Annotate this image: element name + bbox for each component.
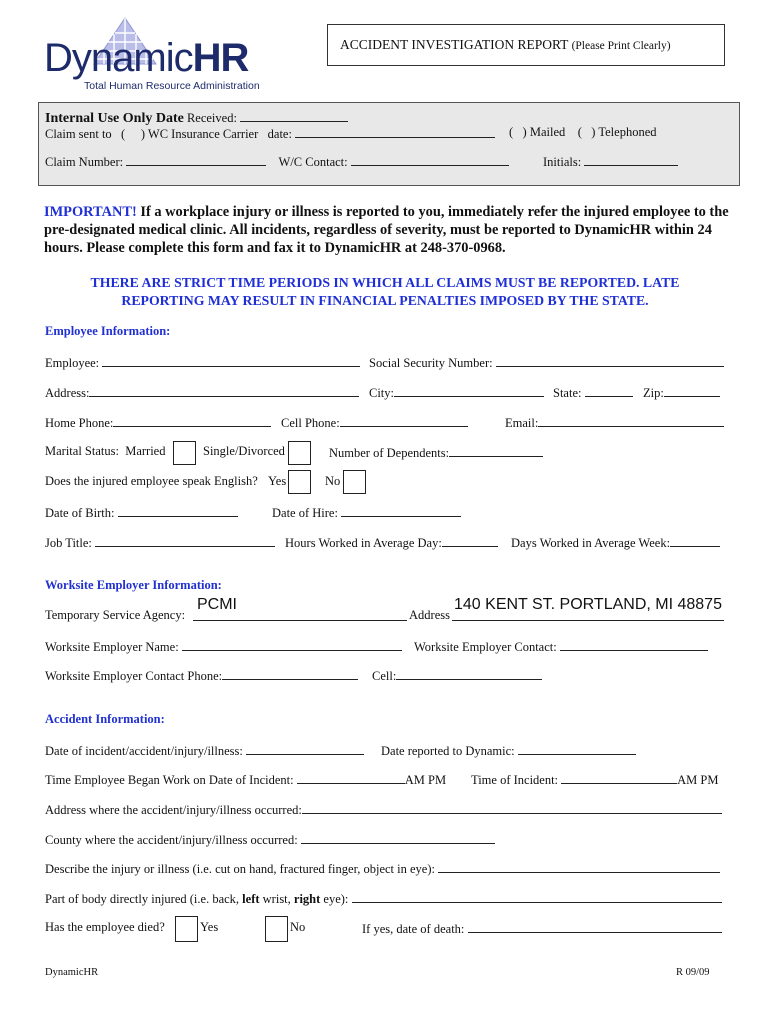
important-lead: IMPORTANT! bbox=[44, 204, 137, 220]
wc-contact-field[interactable] bbox=[351, 153, 509, 166]
initials-label: Initials: bbox=[543, 155, 582, 169]
accident-address-field[interactable] bbox=[302, 801, 722, 814]
describe-label: Describe the injury or illness (i.e. cut on hand, fractured finger, object in eye): bbox=[45, 862, 435, 876]
worksite-section-heading: Worksite Employer Information: bbox=[45, 578, 222, 592]
claim-number-label: Claim Number: bbox=[45, 155, 124, 169]
employer-name-label: Worksite Employer Name: bbox=[45, 640, 179, 654]
report-title: ACCIDENT INVESTIGATION REPORT bbox=[340, 37, 569, 52]
married-label: Married bbox=[125, 444, 166, 458]
email-field[interactable] bbox=[538, 414, 724, 427]
logo-tagline: Total Human Resource Administration bbox=[84, 80, 260, 92]
important-text: If a workplace injury or illness is reported to you, immediately refer the injured employee to the pre-designated medical clinic. All incidents, regardless of severity, must be reported to DynamicHR within 24 hours. Please complete this form and fax it to DynamicHR at 248-370-0968. bbox=[44, 204, 729, 256]
employee-label: Employee: bbox=[45, 356, 100, 370]
address-label: Address: bbox=[45, 386, 90, 400]
claim-date-field[interactable] bbox=[295, 125, 495, 138]
dob-label: Date of Birth: bbox=[45, 506, 115, 520]
body-part-label: Part of body directly injured (i.e. back, left wrist, right eye): bbox=[45, 892, 349, 906]
logo-text-hr: HR bbox=[192, 36, 249, 80]
zip-field[interactable] bbox=[664, 384, 720, 397]
hours-field[interactable] bbox=[442, 534, 498, 547]
state-label: State: bbox=[553, 386, 582, 400]
marital-status-label: Marital Status: bbox=[45, 444, 119, 458]
city-label: City: bbox=[369, 386, 395, 400]
report-title-box bbox=[327, 24, 725, 66]
agency-label: Temporary Service Agency: bbox=[45, 608, 186, 622]
days-label: Days Worked in Average Week: bbox=[511, 536, 671, 550]
died-label: Has the employee died? bbox=[45, 920, 165, 934]
hours-label: Hours Worked in Average Day: bbox=[285, 536, 442, 550]
doh-label: Date of Hire: bbox=[272, 506, 338, 520]
days-field[interactable] bbox=[670, 534, 720, 547]
agency-field[interactable] bbox=[193, 596, 407, 621]
accident-section-heading: Accident Information: bbox=[45, 712, 165, 726]
home-phone-label: Home Phone: bbox=[45, 416, 114, 430]
contact-phone-label: Worksite Employer Contact Phone: bbox=[45, 669, 223, 683]
address-field[interactable] bbox=[89, 384, 359, 397]
cell-phone-label: Cell Phone: bbox=[281, 416, 340, 430]
dob-field[interactable] bbox=[118, 504, 238, 517]
died-yes-label: Yes bbox=[200, 920, 219, 934]
agency-value: PCMI bbox=[197, 596, 237, 613]
state-field[interactable] bbox=[585, 384, 633, 397]
report-subtitle: (Please Print Clearly) bbox=[571, 40, 671, 52]
county-field[interactable] bbox=[301, 831, 495, 844]
wc-contact-label: W/C Contact: bbox=[278, 155, 348, 169]
worksite-cell-label: Cell: bbox=[372, 669, 397, 683]
home-phone-field[interactable] bbox=[113, 414, 271, 427]
company-logo bbox=[44, 14, 284, 94]
employee-field[interactable] bbox=[102, 354, 360, 367]
died-no-checkbox[interactable] bbox=[265, 916, 288, 942]
death-date-field[interactable] bbox=[468, 920, 722, 933]
single-label: Single/Divorced bbox=[203, 444, 285, 458]
reported-date-label: Date reported to Dynamic: bbox=[381, 744, 515, 758]
county-label: County where the accident/injury/illness occurred: bbox=[45, 833, 298, 847]
employer-contact-label: Worksite Employer Contact: bbox=[414, 640, 557, 654]
english-no-checkbox[interactable] bbox=[343, 470, 366, 494]
dependents-label: Number of Dependents: bbox=[329, 446, 450, 460]
time-began-field[interactable] bbox=[297, 771, 405, 784]
describe-field[interactable] bbox=[438, 860, 720, 873]
footer-company: DynamicHR bbox=[45, 967, 99, 978]
received-field[interactable] bbox=[240, 109, 348, 122]
wc-carrier-option[interactable]: ) WC Insurance Carrier bbox=[140, 127, 259, 141]
warning-line-1: THERE ARE STRICT TIME PERIODS IN WHICH ALL CLAIMS MUST BE REPORTED. LATE bbox=[90, 275, 680, 290]
employer-name-field[interactable] bbox=[182, 638, 402, 651]
reported-date-field[interactable] bbox=[518, 742, 636, 755]
time-began-label: Time Employee Began Work on Date of Incident: bbox=[45, 773, 294, 787]
time-incident-field[interactable] bbox=[561, 771, 677, 784]
contact-phone-field[interactable] bbox=[222, 667, 358, 680]
initials-field[interactable] bbox=[584, 153, 678, 166]
cell-phone-field[interactable] bbox=[340, 414, 468, 427]
time-incident-label: Time of Incident: bbox=[471, 773, 559, 787]
internal-use-heading: Internal Use Only Date bbox=[45, 111, 184, 126]
internal-use-panel bbox=[38, 102, 740, 186]
mailed-option[interactable]: ) Mailed bbox=[522, 125, 566, 139]
telephoned-option[interactable]: ) Telephoned bbox=[591, 125, 657, 139]
paren: ( bbox=[577, 125, 582, 139]
city-field[interactable] bbox=[394, 384, 544, 397]
claim-sent-label: Claim sent to bbox=[45, 127, 112, 141]
died-yes-checkbox[interactable] bbox=[175, 916, 198, 942]
paren: ( bbox=[509, 125, 514, 139]
single-checkbox[interactable] bbox=[288, 441, 311, 465]
date-label: date: bbox=[267, 127, 292, 141]
married-checkbox[interactable] bbox=[173, 441, 196, 465]
zip-label: Zip: bbox=[643, 386, 664, 400]
job-title-label: Job Title: bbox=[45, 536, 92, 550]
footer-revision: R 09/09 bbox=[676, 967, 710, 978]
logo-text-dynamic: Dynamic bbox=[44, 36, 193, 80]
email-label: Email: bbox=[505, 416, 539, 430]
worksite-address-label: Address bbox=[409, 608, 450, 622]
employer-contact-field[interactable] bbox=[560, 638, 708, 651]
incident-date-label: Date of incident/accident/injury/illness: bbox=[45, 744, 243, 758]
received-label: Received: bbox=[186, 111, 237, 125]
worksite-address-field[interactable] bbox=[452, 596, 724, 621]
employee-section-heading: Employee Information: bbox=[45, 324, 171, 338]
worksite-address-value: 140 KENT ST. PORTLAND, MI 48875 bbox=[454, 596, 722, 613]
ssn-field[interactable] bbox=[496, 354, 724, 367]
important-notice bbox=[44, 203, 734, 257]
died-no-label: No bbox=[290, 920, 306, 934]
time-incident-ampm[interactable]: AM PM bbox=[677, 773, 719, 787]
claim-number-field[interactable] bbox=[126, 153, 266, 166]
ssn-label: Social Security Number: bbox=[369, 356, 493, 370]
death-date-label: If yes, date of death: bbox=[362, 922, 465, 936]
doh-field[interactable] bbox=[341, 504, 461, 517]
english-label: Does the injured employee speak English? bbox=[45, 474, 258, 488]
job-title-field[interactable] bbox=[95, 534, 275, 547]
warning-line-2: REPORTING MAY RESULT IN FINANCIAL PENALTIES IMPOSED BY THE STATE. bbox=[121, 293, 649, 308]
english-yes-label: Yes bbox=[268, 474, 287, 488]
time-began-ampm[interactable]: AM PM bbox=[404, 773, 447, 787]
english-no-label: No bbox=[325, 474, 341, 488]
accident-address-label: Address where the accident/injury/illness occurred: bbox=[45, 803, 302, 817]
incident-date-field[interactable] bbox=[246, 742, 364, 755]
dependents-field[interactable] bbox=[449, 444, 543, 457]
body-part-field[interactable] bbox=[352, 890, 722, 903]
worksite-cell-field[interactable] bbox=[396, 667, 542, 680]
english-yes-checkbox[interactable] bbox=[288, 470, 311, 494]
paren: ( bbox=[121, 127, 126, 141]
